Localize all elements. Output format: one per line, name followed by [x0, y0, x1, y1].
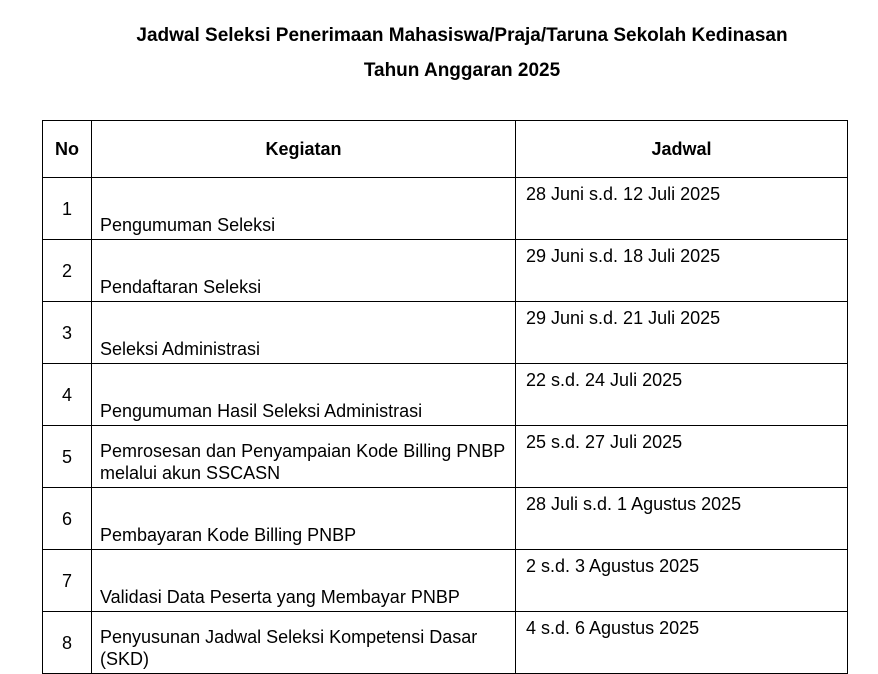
row-no: 8: [43, 612, 92, 674]
row-no: 4: [43, 364, 92, 426]
row-jadwal: 22 s.d. 24 Juli 2025: [516, 364, 848, 426]
row-kegiatan: [92, 488, 516, 550]
header-no: No: [43, 121, 92, 178]
row-jadwal: 2 s.d. 3 Agustus 2025: [516, 550, 848, 612]
row-kegiatan-text: Pendaftaran Seleksi: [100, 277, 262, 297]
row-jadwal: 28 Juni s.d. 12 Juli 2025: [516, 178, 848, 240]
table-row: [43, 612, 848, 674]
document-title: Jadwal Seleksi Penerimaan Mahasiswa/Praja/Taruna Sekolah Kedinasan: [136, 25, 788, 46]
row-jadwal: 28 Juli s.d. 1 Agustus 2025: [516, 488, 848, 550]
row-no: 7: [43, 550, 92, 612]
row-no: 1: [43, 178, 92, 240]
table-row: [43, 488, 848, 550]
row-kegiatan-text: Validasi Data Peserta yang Membayar PNBP: [100, 587, 460, 607]
row-jadwal: 25 s.d. 27 Juli 2025: [516, 426, 848, 488]
table-row: [43, 240, 848, 302]
schedule-table: [42, 120, 848, 674]
table-header-row: [43, 121, 848, 178]
row-kegiatan: [92, 302, 516, 364]
row-kegiatan: [92, 178, 516, 240]
row-jadwal: 29 Juni s.d. 18 Juli 2025: [516, 240, 848, 302]
header-kegiatan: Kegiatan: [92, 121, 516, 178]
table-row: [43, 364, 848, 426]
row-kegiatan: [92, 426, 516, 488]
row-no: 3: [43, 302, 92, 364]
document-subtitle: Tahun Anggaran 2025: [363, 60, 561, 81]
row-kegiatan-text: Pengumuman Seleksi: [100, 215, 276, 235]
table-row: [43, 178, 848, 240]
row-kegiatan: [92, 240, 516, 302]
table-row: [43, 302, 848, 364]
row-no: 5: [43, 426, 92, 488]
row-kegiatan-text: Pembayaran Kode Billing PNBP: [100, 525, 357, 545]
table-row: [43, 550, 848, 612]
header-jadwal: Jadwal: [516, 121, 848, 178]
row-no: 6: [43, 488, 92, 550]
row-kegiatan-text: Pemrosesan dan Penyampaian Kode Billing PNBP melalui akun SSCASN: [100, 441, 505, 483]
row-jadwal: 29 Juni s.d. 21 Juli 2025: [516, 302, 848, 364]
row-kegiatan-text: Pengumuman Hasil Seleksi Administrasi: [100, 401, 423, 421]
row-kegiatan-text: Seleksi Administrasi: [100, 339, 261, 359]
row-kegiatan: [92, 364, 516, 426]
row-kegiatan: [92, 612, 516, 674]
row-no: 2: [43, 240, 92, 302]
table-row: [43, 426, 848, 488]
row-kegiatan: [92, 550, 516, 612]
row-jadwal: 4 s.d. 6 Agustus 2025: [516, 612, 848, 674]
row-kegiatan-text: Penyusunan Jadwal Seleksi Kompetensi Dasar (SKD): [100, 627, 478, 669]
